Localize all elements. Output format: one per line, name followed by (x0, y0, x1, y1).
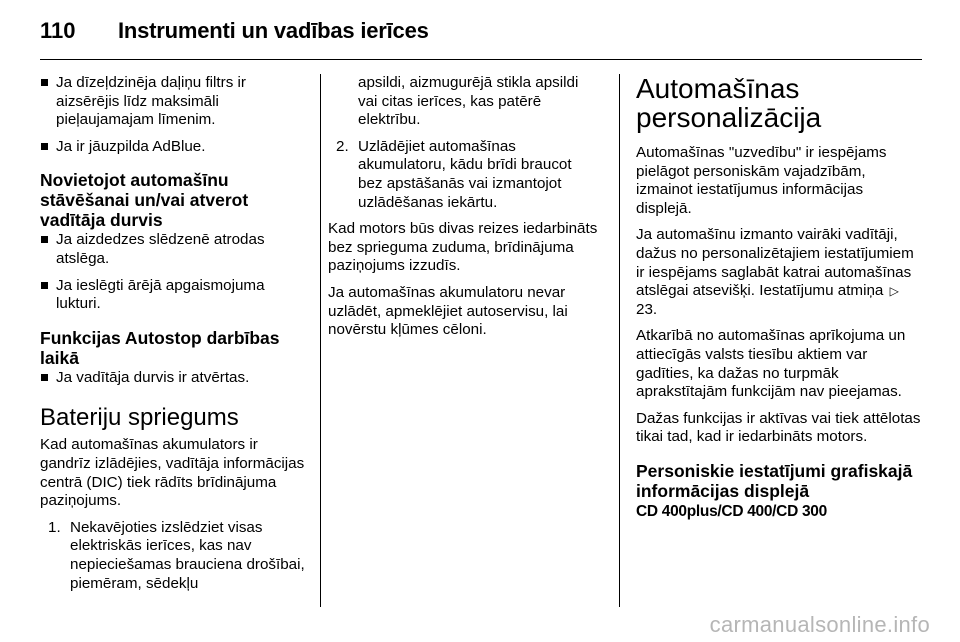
header-divider (40, 59, 922, 60)
list-item: Ja aizdedzes slēdzenē atrodas atslēga. (40, 231, 308, 268)
step-number: 1. (48, 518, 61, 536)
column-left (40, 74, 308, 601)
bullet-square-icon (41, 143, 48, 150)
bullet-square-icon (41, 79, 48, 86)
page-reference-link[interactable]: 23. (636, 300, 658, 318)
page-title: Instrumenti un vadības ierīces (118, 18, 429, 43)
paragraph-visit-service: Ja automašīnas akumulatoru nevar uzlādēt, apmeklējiet autoservisu, lai novērstu kļūmes cēloni. (328, 283, 568, 339)
paragraph-warning-disappears: Kad motors būs divas reizes iedarbināts bez sprieguma zuduma, brīdinājuma paziņojums izzudīs. (328, 220, 598, 275)
list-item-step-1: 1. Nekavējoties izslēdziet visas elektriskās ierīces, kas nav nepieciešamas brauciena drošībai, piemēram, sēdekļu (48, 518, 305, 592)
bullet-list-autostop (40, 369, 308, 388)
paragraph-personalization-intro: Automašīnas "uzvedību" ir iespējams pielāgot personiskām vajadzībām, izmainot iestatījumus informācijas displejā. (636, 144, 887, 217)
watermark-text: carmanualsonline.info (709, 612, 930, 637)
section-heading-models: CD 400plus/CD 400/CD 300 (636, 502, 827, 520)
column-middle (328, 74, 600, 348)
paragraph-equipment-dependent: Atkarībā no automašīnas aprīkojuma un attiecīgās valsts tiesību aktiem var gadīties, ka dažas no turpmāk aprakstītajām funkcijām nav pieejamas. (636, 327, 906, 401)
page-reference-arrow-icon: ▷ (889, 284, 899, 299)
steps-list (40, 519, 308, 593)
column-right (636, 74, 922, 527)
bullet-square-icon (41, 282, 48, 289)
section-heading-personalization: Automašīnas personalizācija (636, 73, 822, 133)
paragraph-battery-intro: Kad automašīnas akumulators ir gandrīz izlādējies, vadītāja informācijas centrā (DIC) tiek rādīts brīdinājuma paziņojums. (40, 436, 305, 510)
step-1-continuation: apsildi, aizmugurējā stikla apsildi vai citas ierīces, kas patērē elektrību. (358, 74, 579, 129)
section-heading-parking-doors: Novietojot automašīnu stāvēšanai un/vai atverot vadītāja durvis (40, 170, 249, 231)
page-header (40, 18, 429, 48)
bullet-list-doors (40, 231, 308, 313)
column-divider-1 (320, 74, 321, 607)
bullet-square-icon (41, 236, 48, 243)
steps-list-continued (328, 138, 600, 212)
paragraph-multiple-drivers: Ja automašīnu izmanto vairāki vadītāji, dažus no personalizētajiem iestatījumiem ir iespējams saglabāt katrai automašīnas atslēgai atsevišķi. Iestatījumu atmiņa ▷ 23. (636, 226, 914, 318)
list-item: Ja dīzeļdzinēja daļiņu filtrs ir aizsērējis līdz maksimāli pieļaujamajam līmenim. (40, 74, 308, 130)
bullet-square-icon (41, 374, 48, 381)
list-item-step-2: 2. Uzlādējiet automašīnas akumulatoru, kādu brīdi braucot bez apstāšanās vai izmantojot uzlādēšanas iekārtu. (336, 137, 572, 211)
list-item: Ja ir jāuzpilda AdBlue. (40, 138, 308, 157)
section-heading-autostop: Funkcijas Autostop darbības laikā (40, 327, 280, 368)
list-item: Ja vadītāja durvis ir atvērtas. (40, 369, 308, 388)
column-divider-2 (619, 74, 620, 607)
paragraph-engine-running: Dažas funkcijas ir aktīvas vai tiek attēlotas tikai tad, kad ir iedarbināts motors. (636, 409, 921, 446)
section-heading-battery-voltage: Bateriju spriegums (40, 404, 239, 432)
bullet-list-conditions (40, 74, 308, 156)
section-heading-personal-settings: Personiskie iestatījumi grafiskajā informācijas displejā (636, 460, 913, 501)
page-number: 110 (40, 18, 76, 43)
list-item: Ja ieslēgti ārējā apgaismojuma lukturi. (40, 277, 308, 314)
step-number: 2. (336, 137, 349, 155)
